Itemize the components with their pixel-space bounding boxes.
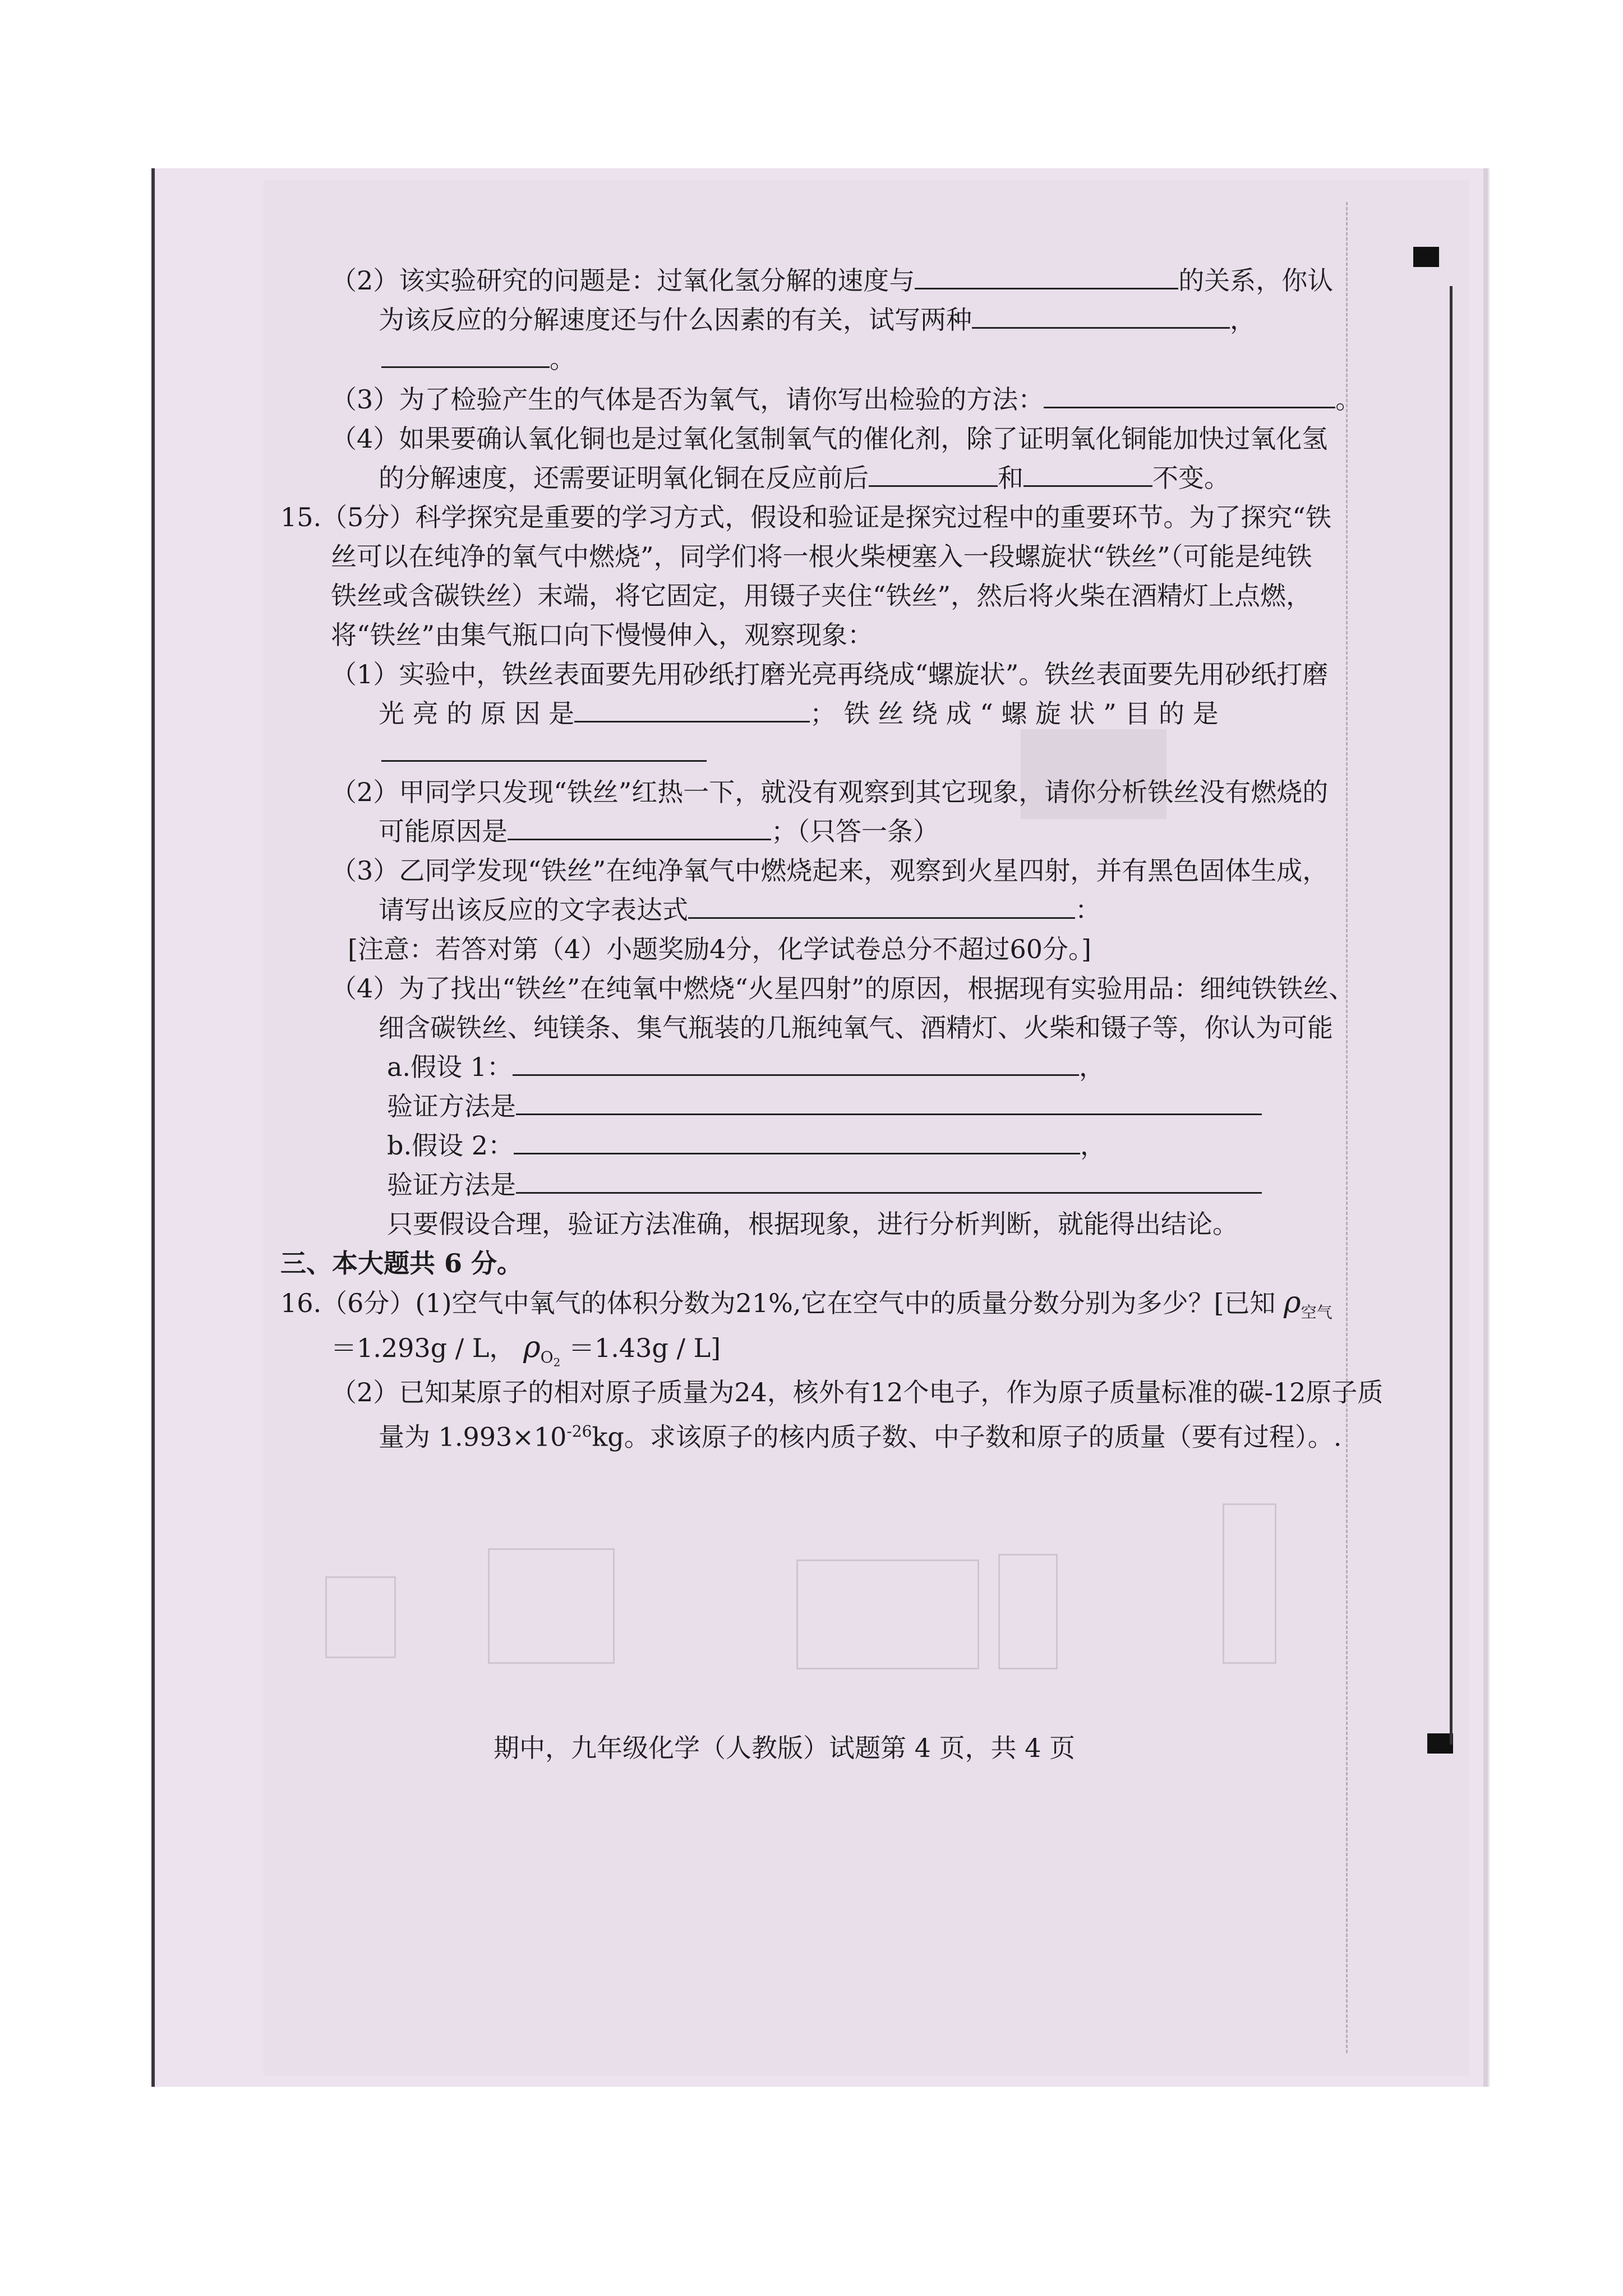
bleed-through-apparatus xyxy=(796,1559,979,1669)
rho-symbol: ρ xyxy=(523,1331,541,1364)
answer-blank[interactable] xyxy=(915,265,1178,289)
verify-b-label: 验证方法是 xyxy=(387,1170,516,1200)
q15-1-line1: （1）实验中，铁丝表面要先用砂纸打磨光亮再绕成“螺旋状”。铁丝表面要先用砂纸打磨 xyxy=(331,659,1329,689)
q14-4-text: 和 xyxy=(998,463,1023,493)
hypothesis-a-label: a.假设 1： xyxy=(387,1052,513,1082)
verify-b xyxy=(387,1165,1262,1204)
q15-2-text: 可能原因是 xyxy=(379,816,508,846)
bleed-through-apparatus xyxy=(1223,1503,1276,1664)
verify-a xyxy=(387,1087,1262,1126)
scan-edge xyxy=(1483,168,1488,2087)
q15-3-text: 请写出该反应的文字表达式 xyxy=(379,895,688,925)
bleed-through-apparatus xyxy=(998,1554,1058,1669)
rho-o2-subscript: O xyxy=(540,1348,554,1367)
q15-3-line2 xyxy=(379,890,1101,930)
q15-4-line2: 细含碳铁丝、纯镁条、集气瓶装的几瓶纯氧气、酒精灯、火柴和镊子等，你认为可能 xyxy=(379,1013,1333,1043)
margin-bracket xyxy=(1450,286,1453,1745)
q15-1-text: ； 铁 丝 绕 成 “ 螺 旋 状 ” 目 的 是 xyxy=(810,698,1219,729)
answer-blank[interactable] xyxy=(972,305,1230,329)
rho-air-subscript: 空气 xyxy=(1301,1303,1332,1322)
hypothesis-a xyxy=(387,1047,1105,1087)
registration-mark-top xyxy=(1413,247,1439,267)
verify-a-label: 验证方法是 xyxy=(387,1091,516,1121)
rho-symbol: ρ xyxy=(1284,1286,1301,1319)
q14-3-line xyxy=(331,380,1361,419)
q16-2-text: 量为 1.993×10 xyxy=(379,1421,567,1452)
binding-dashed-line xyxy=(1346,202,1348,2053)
answer-blank[interactable] xyxy=(574,698,810,723)
section-3-heading: 三、本大题共 6 分。 xyxy=(280,1248,523,1278)
answer-blank[interactable] xyxy=(381,738,707,762)
q15-2-text: ；（只答一条） xyxy=(771,816,939,846)
q15-1-text: 光 亮 的 原 因 是 xyxy=(379,698,575,729)
q16-1-text: 16.（6分）(1)空气中氧气的体积分数为21%,它在空气中的质量分数分别为多少？[已知 xyxy=(280,1288,1276,1318)
q14-2-text: 为该反应的分解速度还与什么因素的有关，试写两种 xyxy=(379,305,972,335)
punct: ： xyxy=(1075,895,1101,925)
q15-2-line1: （2）甲同学只发现“铁丝”红热一下，就没有观察到其它现象，请你分析铁丝没有燃烧的 xyxy=(331,777,1329,807)
q15-3-line1: （3）乙同学发现“铁丝”在纯净氧气中燃烧起来，观察到火星四射，并有黑色固体生成， xyxy=(331,855,1329,886)
punct: 。 xyxy=(550,344,575,374)
q15-1-line2 xyxy=(379,694,1219,733)
rho-o2-subsubscript: 2 xyxy=(553,1355,561,1369)
hypothesis-b-label: b.假设 2： xyxy=(387,1130,514,1161)
answer-blank[interactable] xyxy=(688,895,1075,919)
answer-blank[interactable] xyxy=(516,1170,1262,1194)
bleed-through-apparatus xyxy=(488,1548,615,1664)
q14-4-line2 xyxy=(379,458,1230,498)
q14-3-text: （3）为了检验产生的气体是否为氧气，请你写出检验的方法： xyxy=(331,384,1044,415)
q15-intro-line3: 铁丝或含碳铁丝）末端，将它固定，用镊子夹住“铁丝”，然后将火柴在酒精灯上点燃， xyxy=(331,581,1312,611)
conclusion-text: 只要假设合理，验证方法准确，根据现象，进行分析判断，就能得出结论。 xyxy=(387,1209,1238,1239)
q14-2-line3 xyxy=(381,339,575,379)
q15-4-line1: （4）为了找出“铁丝”在纯氧中燃烧“火星四射”的原因，根据现有实验用品：细纯铁铁丝、 xyxy=(331,973,1355,1004)
q14-4-text: 的分解速度，还需要证明氧化铜在反应前后 xyxy=(379,463,869,493)
punct: 。 xyxy=(1335,384,1362,415)
q15-1-line3 xyxy=(381,733,707,772)
q16-1-line1 xyxy=(280,1283,1332,1332)
page-footer: 期中，九年级化学（人教版）试题第 4 页，共 4 页 xyxy=(494,1733,1076,1763)
answer-blank[interactable] xyxy=(381,344,550,368)
answer-blank[interactable] xyxy=(1023,463,1152,487)
punct: ， xyxy=(1080,1130,1106,1161)
q15-intro-line4: 将“铁丝”由集气瓶口向下慢慢伸入，观察现象： xyxy=(331,620,874,650)
q16-1-text: ＝1.293g / L， xyxy=(331,1333,515,1363)
q14-4-line1: （4）如果要确认氧化铜也是过氧化氢制氧气的催化剂，除了证明氧化铜能加快过氧化氢 xyxy=(331,424,1328,454)
q14-2-line2 xyxy=(379,300,1256,339)
punct: ， xyxy=(1230,305,1256,335)
q15-intro-line1: 15.（5分）科学探究是重要的学习方式，假设和验证是探究过程中的重要环节。为了探究“铁 xyxy=(280,502,1331,532)
answer-blank[interactable] xyxy=(516,1091,1262,1115)
bleed-through-apparatus xyxy=(325,1576,396,1658)
q14-2-text: 的关系，你认 xyxy=(1178,265,1334,296)
answer-blank[interactable] xyxy=(869,463,998,487)
q16-1-text: ＝1.43g / L] xyxy=(568,1333,721,1363)
q15-2-line2 xyxy=(379,812,939,851)
hypothesis-b xyxy=(387,1126,1106,1165)
q16-2-text: kg。求该原子的核内质子数、中子数和原子的质量（要有过程）。. xyxy=(592,1421,1342,1452)
answer-blank[interactable] xyxy=(508,816,771,840)
answer-blank[interactable] xyxy=(513,1052,1079,1076)
exponent: -26 xyxy=(566,1422,592,1441)
q16-2-line2 xyxy=(379,1412,1341,1456)
punct: ， xyxy=(1078,1052,1105,1082)
q14-4-text: 不变。 xyxy=(1152,463,1230,493)
q16-2-line1: （2）已知某原子的相对原子质量为24，核外有12个电子，作为原子质量标准的碳-12原子质 xyxy=(331,1377,1384,1407)
q14-2-line1 xyxy=(331,261,1333,300)
q14-2-text: （2）该实验研究的问题是：过氧化氢分解的速度与 xyxy=(331,265,915,296)
answer-blank[interactable] xyxy=(1044,384,1335,408)
q15-intro-line2: 丝可以在纯净的氧气中燃烧”，同学们将一根火柴梗塞入一段螺旋状“铁丝”（可能是纯铁 xyxy=(331,541,1312,572)
bonus-note: [注意：若答对第（4）小题奖励4分，化学试卷总分不超过60分。] xyxy=(348,934,1091,964)
answer-blank[interactable] xyxy=(514,1130,1080,1154)
